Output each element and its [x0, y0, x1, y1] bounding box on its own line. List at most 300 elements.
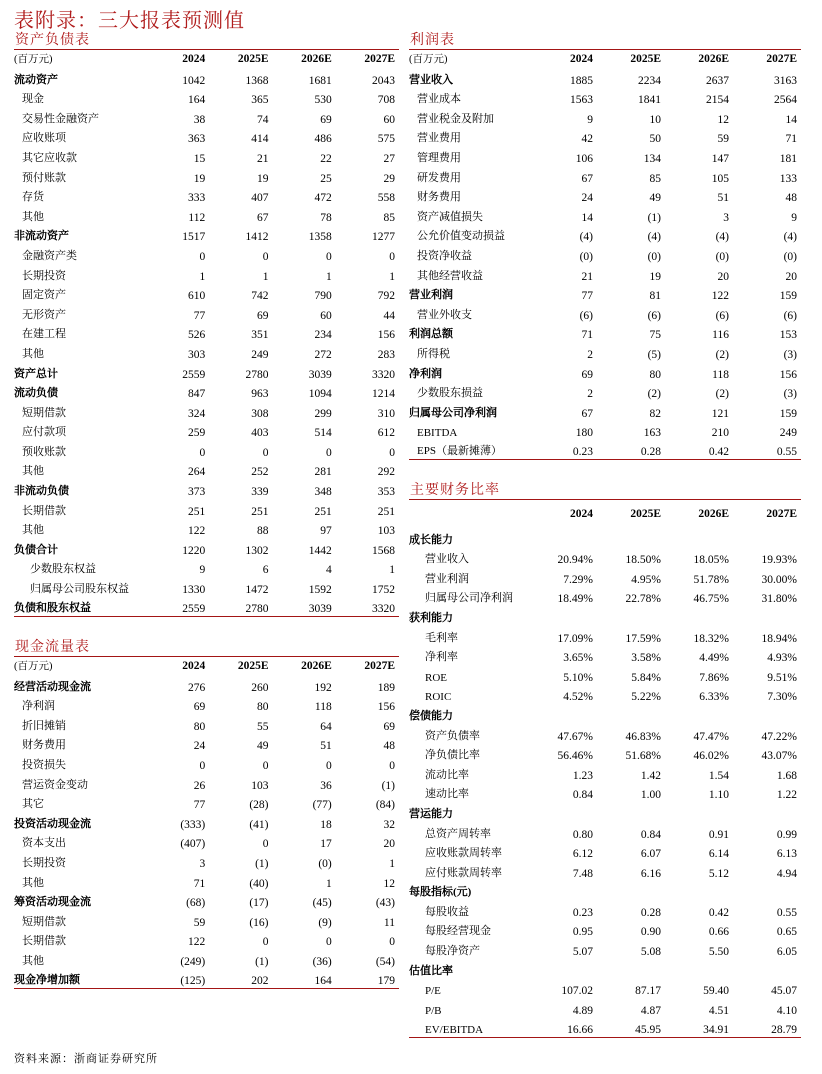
table-header-row [14, 50, 399, 68]
cell-value: 16.66 [529, 1018, 597, 1038]
cell-value [529, 528, 597, 548]
column-header-year: 2026E [698, 507, 729, 520]
cell-value [733, 704, 801, 724]
cell-value: 80 [193, 720, 206, 733]
table-row [409, 146, 801, 166]
cell-value: 7.30% [767, 691, 797, 704]
cell-value: 4.89 [572, 1004, 593, 1017]
table-row [14, 264, 399, 284]
cell-value: 4.87 [640, 1004, 661, 1017]
cell-value: 292 [377, 466, 395, 479]
table-row [14, 910, 399, 930]
cell-value: 69 [383, 720, 395, 733]
cell-value: 299 [314, 407, 332, 420]
cell-value: (0) [647, 250, 661, 263]
column-header-year: 2027E [766, 52, 797, 65]
cell-value: 107.02 [561, 985, 593, 998]
row-label: 投资净收益 [417, 249, 472, 262]
cell-value: 2637 [706, 74, 729, 87]
cell-value: 1 [326, 270, 332, 283]
cell-value: 25 [320, 172, 332, 185]
cell-value: 133 [779, 172, 797, 185]
cell-value: 0.23 [572, 906, 593, 919]
cell-value: 4.49% [699, 652, 729, 665]
cell-value: 29 [383, 172, 395, 185]
cell-value [665, 528, 733, 548]
cell-value: 0 [199, 250, 206, 263]
cell-value: 0.66 [708, 926, 729, 939]
cell-value: 88 [257, 525, 269, 538]
cell-value: 283 [377, 348, 395, 361]
cell-value: 3163 [774, 74, 797, 87]
financial-ratios-title: 主要财务比率 [409, 482, 801, 500]
row-label: 少数股东损益 [417, 387, 483, 400]
row-label: 资产总计 [14, 367, 58, 380]
table-row [409, 998, 801, 1018]
row-label: 流动比率 [425, 768, 469, 781]
cell-value: 85 [649, 172, 661, 185]
cell-value: 156 [377, 701, 395, 714]
cell-value: 18.32% [693, 632, 729, 645]
table-row [14, 186, 399, 206]
cell-value: 6.12 [572, 848, 593, 861]
column-header-year: 2024 [570, 52, 593, 65]
cell-value: 30.00% [761, 573, 797, 586]
cell-value: 1 [199, 270, 206, 283]
cell-value: (16) [249, 916, 269, 929]
row-label: 营业利润 [409, 289, 453, 302]
cell-value: 1.68 [776, 769, 797, 782]
row-label: 其他 [22, 876, 44, 889]
cell-value: 122 [711, 290, 729, 303]
row-label: 长期借款 [22, 504, 66, 517]
cell-value: 106 [575, 152, 593, 165]
cell-value: 249 [251, 348, 269, 361]
cell-value: 159 [779, 407, 797, 420]
cell-value: 0.42 [665, 440, 733, 460]
row-label: 资本支出 [22, 837, 66, 850]
row-label: 其它 [22, 798, 44, 811]
row-label: 负债合计 [14, 543, 58, 556]
cell-value: 708 [377, 94, 395, 107]
table-row [409, 665, 801, 685]
cell-value: 75 [649, 329, 661, 342]
cell-value: 20.94% [557, 554, 593, 567]
table-row [409, 567, 801, 587]
row-label: 偿债能力 [409, 709, 453, 722]
cell-value: 51.68% [625, 750, 661, 763]
cell-value: 1563 [570, 94, 593, 107]
page-title: 表附录：三大报表预测值 [14, 10, 245, 32]
row-label: 预收账款 [22, 445, 66, 458]
cell-value: 103 [251, 779, 269, 792]
row-label: EBITDA [417, 427, 458, 440]
table-row [409, 88, 801, 108]
cell-value: 85 [383, 211, 395, 224]
cell-value: 164 [188, 94, 206, 107]
cell-value: 1592 [308, 584, 332, 597]
cell-value: 1 [326, 877, 332, 890]
cell-value: 353 [377, 486, 395, 499]
row-label: 净利润 [409, 367, 442, 380]
cell-value: 43.07% [761, 750, 797, 763]
cell-value: (1) [381, 779, 395, 792]
cell-value: 303 [188, 348, 206, 361]
table-row [409, 959, 801, 979]
cell-value: 0 [262, 838, 269, 851]
cell-value: 1 [262, 270, 269, 283]
cell-value: 4.52% [563, 691, 593, 704]
table-row [14, 734, 399, 754]
cell-value: (40) [249, 877, 269, 890]
cell-value: (2) [647, 388, 661, 401]
cash-flow-title: 现金流量表 [14, 639, 399, 657]
cell-value: 156 [779, 368, 797, 381]
table-row [14, 538, 399, 558]
row-label: 经营活动现金流 [14, 680, 91, 693]
balance-sheet-table [14, 50, 399, 617]
cell-value: 0 [326, 936, 332, 949]
table-row [409, 264, 801, 284]
cell-value: 1042 [182, 74, 206, 87]
row-label: 成长能力 [409, 533, 453, 546]
cell-value: 19 [649, 270, 661, 283]
cell-value: 0 [262, 759, 269, 772]
cell-value: (0) [318, 857, 332, 870]
row-label: P/B [425, 1004, 442, 1017]
cell-value [733, 881, 801, 901]
row-label: ROE [425, 671, 447, 684]
cell-value: 1.22 [776, 789, 797, 802]
table-row [409, 920, 801, 940]
cell-value: 0 [389, 250, 395, 263]
table-row [409, 382, 801, 402]
column-header-year: 2025E [630, 507, 661, 520]
cell-value: 373 [188, 486, 206, 499]
table-row [14, 558, 399, 578]
cell-value: 159 [779, 290, 797, 303]
cell-value: 3039 [308, 368, 332, 381]
cell-value [529, 606, 597, 626]
cell-value: 80 [257, 701, 269, 714]
cell-value: 71 [193, 877, 206, 890]
cell-value: 5.50 [708, 946, 729, 959]
table-header-row [409, 50, 801, 68]
row-label: 每股指标(元) [409, 886, 472, 899]
table-row [14, 342, 399, 362]
cell-value: 575 [377, 133, 395, 146]
cell-value: 47.47% [693, 730, 729, 743]
row-label: 应收账款周转率 [425, 847, 502, 860]
cell-value: 116 [712, 329, 729, 342]
row-label: 非流动负债 [14, 485, 69, 498]
row-label: 归属母公司净利润 [409, 406, 497, 419]
cell-value: 1368 [245, 74, 269, 87]
table-row [409, 107, 801, 127]
cell-value: (4) [647, 231, 661, 244]
cell-value: (77) [312, 799, 332, 812]
cell-value: 0 [326, 759, 332, 772]
cell-value: 0 [199, 759, 206, 772]
cell-value [733, 959, 801, 979]
table-row [409, 548, 801, 568]
table-row [409, 842, 801, 862]
cell-value: 64 [320, 720, 332, 733]
cell-value: 234 [314, 329, 332, 342]
cell-value: 2234 [638, 74, 661, 87]
table-row [409, 1018, 801, 1038]
table-row [14, 930, 399, 950]
income-statement-section [409, 32, 801, 460]
cell-value: 3 [723, 211, 729, 224]
cell-value [597, 704, 665, 724]
cell-value: 6.13 [776, 848, 797, 861]
row-label: 应付款项 [22, 426, 66, 439]
column-header-year: 2024 [182, 659, 206, 672]
cell-value: 210 [711, 427, 729, 440]
source-note: 资料来源：浙商证券研究所 [14, 1053, 158, 1065]
table-row [14, 695, 399, 715]
table-row [14, 753, 399, 773]
cell-value: 0 [389, 759, 395, 772]
table-header-row [14, 657, 399, 675]
cell-value: 1.10 [708, 789, 729, 802]
column-header-year: 2027E [766, 507, 797, 520]
table-row [14, 421, 399, 441]
column-header-year: 2024 [570, 507, 593, 520]
cell-value: 12 [717, 113, 729, 126]
cell-value: (2) [715, 348, 729, 361]
cell-value: 6.05 [776, 946, 797, 959]
financial-ratios-section [409, 482, 801, 1038]
cell-value: 1885 [570, 74, 593, 87]
cell-value: 2154 [706, 94, 729, 107]
cell-value: (4) [579, 231, 593, 244]
cell-value: 2 [587, 388, 593, 401]
cell-value: 3.65% [563, 652, 593, 665]
cell-value: 365 [251, 94, 269, 107]
cell-value: 28.79 [733, 1018, 801, 1038]
table-row [409, 646, 801, 666]
cell-value: 1.42 [640, 769, 661, 782]
cell-value: 121 [711, 407, 729, 420]
cell-value: 790 [314, 290, 332, 303]
cell-value: 3 [199, 857, 206, 870]
row-label: 所得税 [417, 347, 450, 360]
row-label: 存货 [22, 191, 44, 204]
column-header-year: 2024 [182, 52, 206, 65]
row-label: 短期借款 [22, 915, 66, 928]
cell-value: 530 [314, 94, 332, 107]
cell-value: 0 [326, 250, 332, 263]
cell-value: 14 [581, 211, 593, 224]
cell-value: 847 [188, 388, 206, 401]
table-row [14, 303, 399, 323]
cell-value: 963 [251, 388, 269, 401]
cell-value: 32 [383, 818, 395, 831]
cell-value: 71 [581, 329, 593, 342]
row-label: 流动资产 [14, 73, 58, 86]
cell-value [597, 959, 665, 979]
row-label: 固定资产 [22, 289, 66, 302]
cell-value: 103 [377, 525, 395, 538]
table-row [14, 675, 399, 695]
row-label: EV/EBITDA [409, 1018, 529, 1038]
cell-value: 4.51 [708, 1004, 729, 1017]
cell-value: 134 [643, 152, 661, 165]
row-label: 金融资产类 [22, 249, 77, 262]
cell-value: 15 [193, 152, 206, 165]
cell-value: 77 [193, 799, 206, 812]
cell-value: 472 [314, 192, 332, 205]
cell-value [597, 606, 665, 626]
row-label: 归属母公司股东权益 [30, 583, 129, 596]
cell-value: (6) [647, 309, 661, 322]
table-row [14, 969, 399, 989]
cell-value [597, 802, 665, 822]
cell-value: 24 [581, 192, 593, 205]
cell-value: 1 [389, 564, 395, 577]
table-row [14, 88, 399, 108]
cell-value: 1517 [182, 231, 206, 244]
row-label: 净利润 [22, 700, 55, 713]
cash-flow-table [14, 657, 399, 989]
cell-value: 6.33% [699, 691, 729, 704]
cell-value: 486 [314, 133, 332, 146]
row-label: 利润总额 [409, 328, 453, 341]
row-label: 其他 [22, 210, 44, 223]
table-row [14, 597, 399, 617]
cell-value: 122 [188, 525, 206, 538]
row-label: 每股经营现金 [425, 925, 491, 938]
unit-label: (百万元) [14, 661, 53, 672]
cell-value: (54) [375, 955, 395, 968]
cell-value: 251 [251, 505, 269, 518]
cell-value: 1568 [372, 544, 395, 557]
cell-value: 5.07 [572, 946, 593, 959]
cell-value: (36) [312, 955, 332, 968]
table-row [409, 342, 801, 362]
cell-value: 324 [188, 407, 206, 420]
table-row [409, 323, 801, 343]
cell-value: 259 [188, 427, 206, 440]
cell-value [665, 606, 733, 626]
cell-value: 742 [251, 290, 269, 303]
row-label: 现金净增加额 [14, 969, 146, 989]
cell-value: 51.78% [693, 573, 729, 586]
row-label: 营业收入 [409, 73, 453, 86]
cell-value: 4.93% [767, 652, 797, 665]
table-row [14, 519, 399, 539]
cell-value: 4.94 [776, 867, 797, 880]
cell-value [529, 802, 597, 822]
row-label: 净利率 [425, 651, 458, 664]
cell-value: 51 [717, 192, 729, 205]
cell-value [597, 881, 665, 901]
table-row [409, 861, 801, 881]
cell-value: 276 [188, 681, 206, 694]
cell-value: 118 [314, 701, 332, 714]
cell-value: 414 [251, 133, 269, 146]
cell-value: 1220 [182, 544, 206, 557]
cell-value [733, 606, 801, 626]
cell-value: 2043 [372, 74, 395, 87]
cell-value: 38 [193, 113, 206, 126]
cell-value: 1412 [245, 231, 269, 244]
cell-value: 22 [320, 152, 332, 165]
cell-value: 78 [320, 211, 332, 224]
cell-value: 403 [251, 427, 269, 440]
cell-value: 792 [377, 290, 395, 303]
row-label: 获利能力 [409, 611, 453, 624]
cell-value: 0.65 [776, 926, 797, 939]
table-row [14, 891, 399, 911]
cell-value: 49 [649, 192, 661, 205]
row-label: 在建工程 [22, 328, 66, 341]
cell-value [529, 959, 597, 979]
cell-value: 4.10 [776, 1004, 797, 1017]
table-row [409, 68, 801, 88]
cell-value: (125) [146, 969, 209, 989]
cell-value: 164 [273, 969, 336, 989]
cell-value: 1752 [372, 584, 395, 597]
table-row [409, 421, 801, 441]
cell-value: (6) [579, 309, 593, 322]
cell-value: 3039 [273, 597, 336, 617]
cell-value: 0.28 [597, 440, 665, 460]
row-label: 应付账款周转率 [425, 866, 502, 879]
table-row [14, 362, 399, 382]
cell-value: 36 [320, 779, 332, 792]
table-row [409, 704, 801, 724]
cell-value: (2) [715, 388, 729, 401]
cell-value: (0) [783, 250, 797, 263]
table-row [409, 127, 801, 147]
cell-value: 0 [262, 936, 269, 949]
row-label: 其它应收款 [22, 151, 77, 164]
row-label: 其他经营收益 [417, 269, 483, 282]
table-row [14, 146, 399, 166]
cell-value: 18 [320, 818, 332, 831]
cell-value: 514 [314, 427, 332, 440]
cell-value: 59 [717, 133, 729, 146]
cell-value: 48 [383, 740, 395, 753]
cell-value: 5.10% [563, 671, 593, 684]
row-label: 每股净资产 [425, 945, 480, 958]
cell-value: 163 [643, 427, 661, 440]
row-label: ROIC [425, 691, 452, 704]
cell-value: 69 [320, 113, 332, 126]
table-row [409, 685, 801, 705]
table-row [14, 323, 399, 343]
row-label: 归属母公司净利润 [425, 592, 513, 605]
cell-value: (0) [579, 250, 593, 263]
cell-value: 1214 [372, 388, 395, 401]
cell-value: 20 [383, 838, 395, 851]
cell-value: 202 [209, 969, 272, 989]
table-row [14, 871, 399, 891]
cell-value: 80 [649, 368, 661, 381]
cell-value: 60 [320, 309, 332, 322]
cell-value: 60 [383, 113, 395, 126]
cell-value: 192 [314, 681, 332, 694]
row-label: 资产负债率 [425, 729, 480, 742]
cell-value: (333) [180, 818, 206, 831]
table-row [409, 783, 801, 803]
table-row [409, 401, 801, 421]
income-statement-title: 利润表 [409, 32, 801, 50]
table-row [14, 205, 399, 225]
